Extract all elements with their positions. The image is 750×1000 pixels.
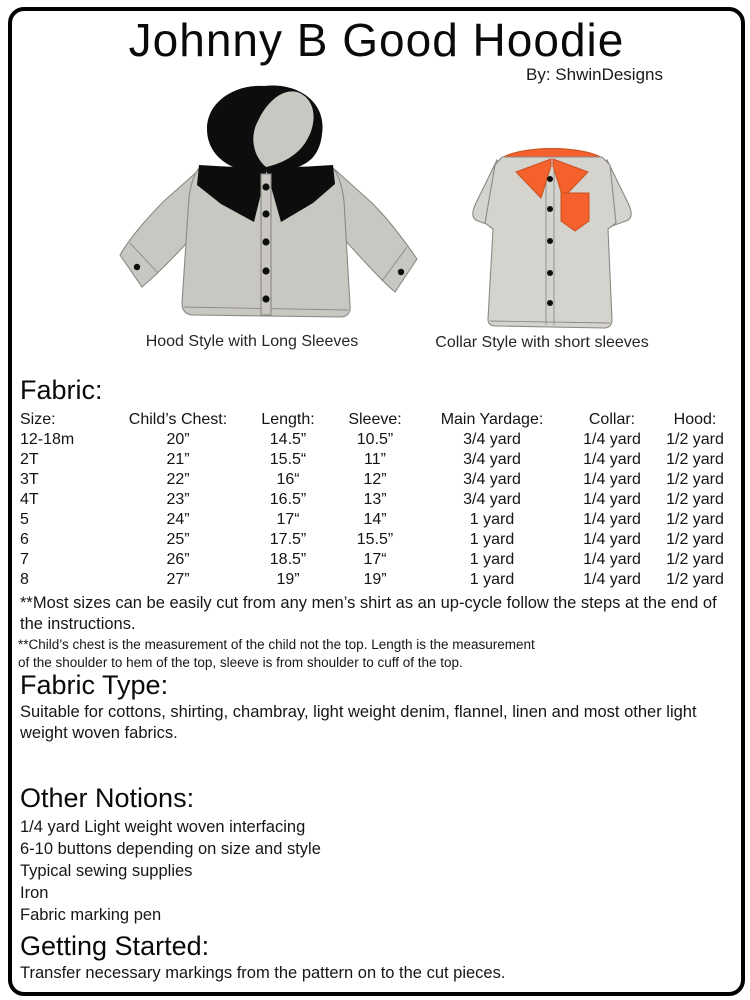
hoodie-illustration (104, 81, 449, 326)
table-cell: 18.5” (269, 551, 307, 568)
table-cell: 8 (20, 571, 29, 588)
table-cell: 17.5” (269, 531, 307, 548)
table-cell: 10.5” (356, 431, 394, 448)
table-cell: 3/4 yard (463, 451, 521, 468)
table-cell: 13” (363, 491, 387, 508)
table-cell: 1/4 yard (583, 431, 641, 448)
notion-item: 6-10 buttons depending on size and style (20, 840, 321, 858)
table-cell: 1 yard (469, 511, 515, 528)
hoodie-button (262, 267, 269, 274)
table-cell: 1/4 yard (583, 531, 641, 548)
shirt-button (547, 238, 553, 244)
byline: By: ShwinDesigns (525, 65, 663, 84)
table-cell: 1/2 yard (666, 431, 724, 448)
table-cell: 1/4 yard (583, 571, 641, 588)
table-header-cell: Size: (20, 411, 56, 428)
hoodie-button (262, 238, 269, 245)
hoodie-button (262, 183, 269, 190)
table-header-cell: Child’s Chest: (128, 411, 228, 428)
measurement-note-line2: of the shoulder to hem of the top, sleeve is from shoulder to cuff of the top. (18, 654, 463, 670)
table-cell: 15.5“ (269, 451, 307, 468)
notion-item: Typical sewing supplies (20, 862, 193, 880)
shirt-button (547, 176, 553, 182)
other-notions-list (20, 816, 736, 926)
table-cell: 3/4 yard (463, 471, 521, 488)
table-row (20, 450, 732, 470)
table-cell: 1 yard (469, 571, 515, 588)
table-cell: 17“ (363, 551, 387, 568)
table-cell: 12” (363, 471, 387, 488)
table-cell: 19” (363, 571, 387, 588)
table-cell: 16.5” (269, 491, 307, 508)
table-row (20, 570, 732, 590)
hoodie-button (262, 295, 269, 302)
hoodie-caption: Hood Style with Long Sleeves (145, 333, 359, 350)
table-header-cell: Main Yardage: (440, 411, 544, 428)
table-header-cell: Collar: (588, 411, 636, 428)
collar-shirt-illustration (440, 131, 670, 336)
table-cell: 1/2 yard (666, 451, 724, 468)
table-cell: 11” (364, 451, 386, 468)
table-row (20, 530, 732, 550)
table-cell: 1 yard (469, 531, 515, 548)
table-cell: 4T (20, 491, 39, 508)
table-cell: 1/2 yard (666, 531, 724, 548)
table-cell: 1/4 yard (583, 491, 641, 508)
notion-item: Fabric marking pen (20, 906, 162, 924)
table-header-cell: Sleeve: (348, 411, 402, 428)
hoodie-cuff-button-left (134, 264, 140, 270)
table-row (20, 490, 732, 510)
shirt-caption: Collar Style with short sleeves (435, 334, 649, 351)
measurement-note-line1: **Child’s chest is the measurement of the child not the top. Length is the measurement (18, 637, 535, 652)
table-cell: 6 (20, 531, 29, 548)
pattern-page (8, 7, 745, 996)
fabric-size-table (20, 410, 732, 590)
table-cell: 1/2 yard (666, 491, 724, 508)
shirt-button (547, 270, 553, 276)
table-cell: 21” (166, 451, 190, 468)
table-cell: 1/4 yard (583, 471, 641, 488)
table-row (20, 550, 732, 570)
measurement-note (18, 636, 718, 671)
table-cell: 19” (276, 571, 300, 588)
table-cell: 7 (20, 551, 29, 568)
table-cell: 1/4 yard (583, 451, 641, 468)
table-cell: 3T (20, 471, 39, 488)
table-row (20, 470, 732, 490)
getting-started-heading: Getting Started: (20, 931, 210, 961)
table-cell: 23” (166, 491, 190, 508)
table-cell: 25” (166, 531, 190, 548)
table-cell: 2T (20, 451, 39, 468)
table-cell: 1 yard (469, 551, 515, 568)
table-cell: 20” (166, 431, 190, 448)
hoodie-button (262, 210, 269, 217)
fabric-heading: Fabric: (20, 375, 103, 405)
notion-item: 1/4 yard Light weight woven interfacing (20, 818, 306, 836)
table-cell: 1/2 yard (666, 551, 724, 568)
table-cell: 14” (363, 511, 387, 528)
table-cell: 3/4 yard (463, 431, 521, 448)
table-cell: 26” (166, 551, 190, 568)
table-row (20, 430, 732, 450)
table-cell: 3/4 yard (463, 491, 521, 508)
table-cell: 1/2 yard (666, 571, 724, 588)
fabric-type-heading: Fabric Type: (20, 670, 169, 700)
table-row (20, 510, 732, 530)
table-cell: 5 (20, 511, 29, 528)
table-cell: 16“ (276, 471, 300, 488)
getting-started-body: Transfer necessary markings from the pattern on to the cut pieces. (20, 964, 506, 982)
shirt-button (547, 300, 553, 306)
page-title: Johnny B Good Hoodie (128, 14, 625, 66)
table-cell: 24” (166, 511, 190, 528)
table-cell: 27” (166, 571, 190, 588)
other-notions-heading: Other Notions: (20, 783, 195, 813)
table-cell: 17“ (276, 511, 300, 528)
table-cell: 1/4 yard (583, 551, 641, 568)
shirt-button (547, 206, 553, 212)
table-cell: 22” (166, 471, 190, 488)
table-cell: 1/2 yard (666, 511, 724, 528)
table-cell: 1/4 yard (583, 511, 641, 528)
hoodie-cuff-button-right (398, 269, 404, 275)
table-cell: 15.5” (356, 531, 394, 548)
upcycle-note: **Most sizes can be easily cut from any men’s shirt as an up-cycle follow the steps at the end of the instructions. (20, 594, 717, 633)
table-cell: 14.5” (269, 431, 307, 448)
table-cell: 1/2 yard (666, 471, 724, 488)
fabric-type-body: Suitable for cottons, shirting, chambray, light weight denim, flannel, linen and most other light weight woven fabrics. (20, 703, 697, 742)
table-header-cell: Length: (261, 411, 315, 428)
table-cell: 12-18m (20, 431, 75, 448)
notion-item: Iron (20, 884, 49, 902)
table-header-cell: Hood: (673, 411, 717, 428)
